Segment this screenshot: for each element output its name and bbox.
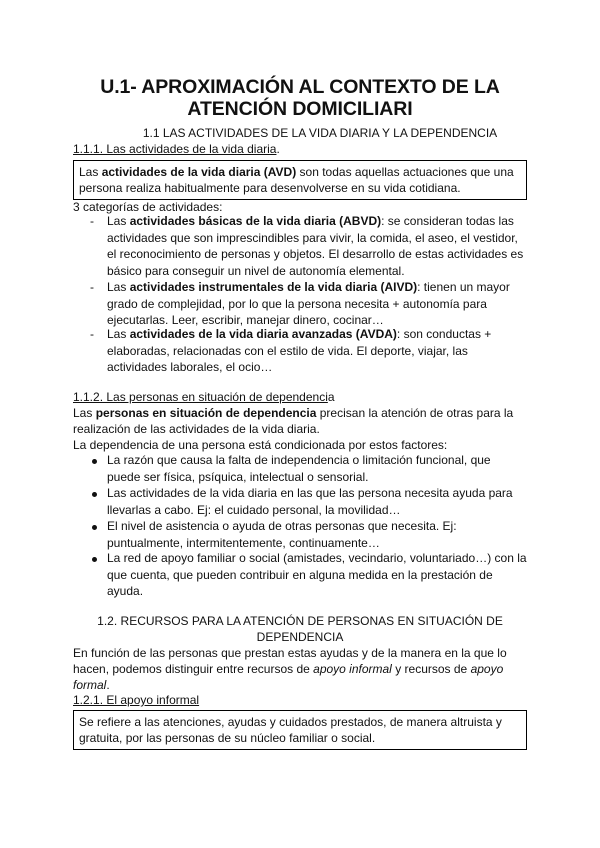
activity-term: actividades de la vida diaria avanzadas (AVDA) [129,327,397,341]
activity-item-abvd [107,213,527,279]
activity-pre: Las [107,214,130,228]
factor-item: La red de apoyo familiar o social (amistades, vecindario, voluntariado…) con la que cuenta, que pueden contribuir en alguna medida en la prestación de ayuda. [107,551,527,598]
list-dash: - [90,327,94,341]
activity-text: : tienen un mayor grado de complejidad, por lo que la persona necesita + autonomía para ejecutarlas. Leer, escribir, manejar dinero, cocinar… [107,280,510,327]
page-title-line-2: ATENCIÓN DOMICILIARI [187,98,413,120]
resources-paragraph [73,645,533,693]
resources-formal-term: apoyo formal [73,662,504,692]
activity-term: actividades básicas de la vida diaria (ABVD) [129,214,382,228]
activity-pre: Las [107,327,130,341]
list-dash: - [90,214,94,228]
subsection-heading-1-2-1: 1.2.1. El apoyo informal [73,693,200,707]
factor-item: El nivel de asistencia o ayuda de otras personas que necesita. Ej: puntualmente, intermitentemente, continuamente… [107,519,457,550]
page-title-line-1: U.1- APROXIMACIÓN AL CONTEXTO DE LA [100,76,500,98]
factor-item: Las actividades de la vida diaria en las que las persona necesita ayuda para llevarlas a cabo. Ej: el cuidado personal, la movilidad… [107,486,513,517]
avd-box-term: actividades de la vida diaria (AVD) [101,165,297,179]
dependence-paragraph [73,405,533,437]
factors-intro: La dependencia de una persona está condicionada por estos factores: [73,438,448,452]
factor-item: La razón que causa la falta de independencia o limitación funcional, que puede ser física, psíquica, intelectual o sensorial. [107,453,491,484]
list-dash: - [90,280,94,294]
subsection-heading-1-1-1-tail: . [276,142,280,156]
dependence-term: personas en situación de dependencia [95,406,317,420]
activity-term: actividades instrumentales de la vida diaria (AIVD) [129,280,418,294]
avd-box-pre: Las [79,165,102,179]
categories-intro: 3 categorías de actividades: [73,200,223,214]
avd-definition-box [73,160,527,200]
bullet-dot-icon [92,557,97,562]
bullet-dot-icon [92,525,97,530]
subsection-heading-1-1-1 [73,141,280,157]
resources-pre: En función de las personas que prestan estas ayudas y de la manera en la que lo hacen, podemos distinguir entre recursos de [73,646,507,676]
informal-support-box: Se refiere a las atenciones, ayudas y cuidados prestados, de manera altruista y gratuita, por las personas de su núcleo familiar o social. [73,710,527,750]
section-heading-1-1: 1.1 LAS ACTIVIDADES DE LA VIDA DIARIA Y LA DEPENDENCIA [142,126,498,140]
bullet-dot-icon [92,492,97,497]
activity-item-aivd [107,279,527,329]
resources-informal-term: apoyo informal [313,662,392,676]
subsection-heading-1-1-2-text: 1.1.2. Las personas en situación de dependenci [73,390,328,404]
activity-item-avda [107,326,527,376]
activity-text: : se consideran todas las actividades que son imprescindibles para vivir, la comida, el aseo, el vestidor, el reconocimiento de personas y objetos. El desarrollo de estas actividades es básico para conseguir un nivel de autonomía elemental. [107,214,524,278]
resources-post: . [106,678,110,692]
dependence-post: precisan la atención de otras para la realización de las actividades de la vida diaria. [73,406,514,436]
subsection-heading-1-1-2 [73,389,335,405]
activity-pre: Las [107,280,130,294]
avd-box-post: son todas aquellas actuaciones que una persona realiza habitualmente para desenvolverse en su vida cotidiana. [79,165,514,195]
activity-text: : son conductas + elaboradas, relacionadas con el estilo de vida. El deporte, viajar, las actividades laborales, el ocio… [107,327,492,374]
subsection-heading-1-1-2-tail: a [327,390,335,404]
section-heading-1-2-line-2: DEPENDENCIA [256,630,344,644]
bullet-dot-icon [92,459,97,464]
subsection-heading-1-1-1-text: 1.1.1. Las actividades de la vida diaria [73,142,277,156]
dependence-pre: Las [73,406,96,420]
section-heading-1-2-line-1: 1.2. RECURSOS PARA LA ATENCIÓN DE PERSONAS EN SITUACIÓN DE [97,614,503,628]
resources-mid: y recursos de [391,662,471,676]
